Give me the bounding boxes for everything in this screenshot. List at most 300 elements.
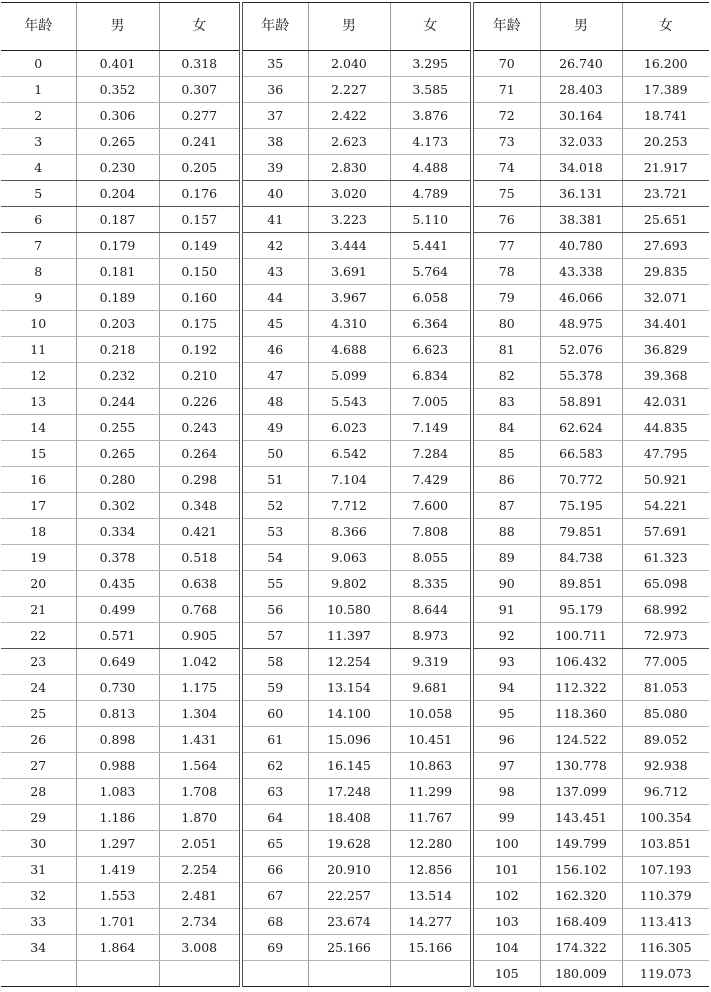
- cell-male-rate: 84.738: [540, 545, 622, 571]
- cell-age: 79: [472, 285, 540, 311]
- cell-age: 28: [1, 779, 76, 805]
- cell-female-rate: 3.008: [159, 935, 241, 961]
- table-row: [1, 961, 709, 987]
- cell-female-rate: 8.335: [390, 571, 472, 597]
- cell-female-rate: 6.623: [390, 337, 472, 363]
- cell-age: 55: [241, 571, 308, 597]
- cell-age: 32: [1, 883, 76, 909]
- cell-female-rate: 7.284: [390, 441, 472, 467]
- cell-female-rate: 6.834: [390, 363, 472, 389]
- cell-age: 73: [472, 129, 540, 155]
- cell-female-rate: 0.638: [159, 571, 241, 597]
- cell-female-rate: 11.299: [390, 779, 472, 805]
- cell-male-rate: 12.254: [308, 649, 390, 675]
- cell-male-rate: 10.580: [308, 597, 390, 623]
- cell-age: 25: [1, 701, 76, 727]
- cell-female-rate: 47.795: [622, 441, 709, 467]
- cell-female-rate: 110.379: [622, 883, 709, 909]
- cell-female-rate: 7.808: [390, 519, 472, 545]
- cell-female-rate: 0.149: [159, 233, 241, 259]
- cell-male-rate: 174.322: [540, 935, 622, 961]
- cell-male-rate: 0.244: [76, 389, 159, 415]
- cell-female-rate: 7.600: [390, 493, 472, 519]
- cell-female-rate: 15.166: [390, 935, 472, 961]
- table-row: [1, 311, 709, 337]
- cell-female-rate: 44.835: [622, 415, 709, 441]
- cell-female-rate: 1.870: [159, 805, 241, 831]
- cell-age: 100: [472, 831, 540, 857]
- cell-male-rate: 0.352: [76, 77, 159, 103]
- cell-female-rate: 54.221: [622, 493, 709, 519]
- cell-female-rate: 0.264: [159, 441, 241, 467]
- cell-female-rate: 0.210: [159, 363, 241, 389]
- table-row: [1, 155, 709, 181]
- cell-female-rate: 16.200: [622, 51, 709, 77]
- cell-male-rate: 20.910: [308, 857, 390, 883]
- cell-female-rate: 3.585: [390, 77, 472, 103]
- cell-male-rate: 3.444: [308, 233, 390, 259]
- cell-female-rate: 4.173: [390, 129, 472, 155]
- cell-age: 86: [472, 467, 540, 493]
- cell-male-rate: 0.203: [76, 311, 159, 337]
- cell-age: 74: [472, 155, 540, 181]
- cell-age: 104: [472, 935, 540, 961]
- cell-age: 60: [241, 701, 308, 727]
- table-row: [1, 285, 709, 311]
- cell-male-rate: 156.102: [540, 857, 622, 883]
- cell-male-rate: 34.018: [540, 155, 622, 181]
- table-row: [1, 857, 709, 883]
- cell-age: 37: [241, 103, 308, 129]
- cell-male-rate: 1.186: [76, 805, 159, 831]
- cell-age: 70: [472, 51, 540, 77]
- cell-female-rate: 100.354: [622, 805, 709, 831]
- cell-age: 45: [241, 311, 308, 337]
- cell-age: [1, 961, 76, 987]
- cell-female-rate: 39.368: [622, 363, 709, 389]
- cell-age: 54: [241, 545, 308, 571]
- cell-age: 92: [472, 623, 540, 649]
- cell-male-rate: 2.422: [308, 103, 390, 129]
- cell-male-rate: 40.780: [540, 233, 622, 259]
- cell-male-rate: 9.063: [308, 545, 390, 571]
- cell-age: 13: [1, 389, 76, 415]
- cell-female-rate: 0.518: [159, 545, 241, 571]
- cell-female-rate: 0.150: [159, 259, 241, 285]
- cell-age: 20: [1, 571, 76, 597]
- cell-female-rate: 10.863: [390, 753, 472, 779]
- cell-female-rate: 89.052: [622, 727, 709, 753]
- cell-female-rate: 4.488: [390, 155, 472, 181]
- cell-female-rate: 4.789: [390, 181, 472, 207]
- table-body: [1, 51, 709, 987]
- cell-age: 62: [241, 753, 308, 779]
- cell-male-rate: 118.360: [540, 701, 622, 727]
- cell-female-rate: 0.192: [159, 337, 241, 363]
- cell-female-rate: 34.401: [622, 311, 709, 337]
- cell-age: 96: [472, 727, 540, 753]
- cell-male-rate: 2.227: [308, 77, 390, 103]
- cell-female-rate: 18.741: [622, 103, 709, 129]
- cell-male-rate: 70.772: [540, 467, 622, 493]
- cell-age: 61: [241, 727, 308, 753]
- cell-male-rate: 1.297: [76, 831, 159, 857]
- cell-male-rate: 95.179: [540, 597, 622, 623]
- cell-male-rate: 62.624: [540, 415, 622, 441]
- cell-age: 65: [241, 831, 308, 857]
- cell-female-rate: 12.856: [390, 857, 472, 883]
- cell-female-rate: 119.073: [622, 961, 709, 987]
- cell-male-rate: 5.099: [308, 363, 390, 389]
- table-row: [1, 597, 709, 623]
- cell-female-rate: 0.157: [159, 207, 241, 233]
- cell-male-rate: 52.076: [540, 337, 622, 363]
- cell-age: 58: [241, 649, 308, 675]
- header-male: 男: [540, 3, 622, 51]
- cell-age: 48: [241, 389, 308, 415]
- table-row: [1, 259, 709, 285]
- table-row: [1, 389, 709, 415]
- cell-age: 38: [241, 129, 308, 155]
- cell-age: 34: [1, 935, 76, 961]
- cell-male-rate: 48.975: [540, 311, 622, 337]
- cell-female-rate: 0.226: [159, 389, 241, 415]
- cell-female-rate: 2.051: [159, 831, 241, 857]
- cell-female-rate: 0.768: [159, 597, 241, 623]
- cell-male-rate: 0.730: [76, 675, 159, 701]
- cell-female-rate: 8.973: [390, 623, 472, 649]
- table-row: [1, 805, 709, 831]
- cell-male-rate: 168.409: [540, 909, 622, 935]
- cell-male-rate: 1.701: [76, 909, 159, 935]
- cell-male-rate: 3.691: [308, 259, 390, 285]
- cell-male-rate: 43.338: [540, 259, 622, 285]
- cell-age: 75: [472, 181, 540, 207]
- cell-female-rate: 0.205: [159, 155, 241, 181]
- cell-age: 80: [472, 311, 540, 337]
- cell-female-rate: 5.764: [390, 259, 472, 285]
- cell-female-rate: 0.160: [159, 285, 241, 311]
- cell-female-rate: 7.005: [390, 389, 472, 415]
- table-row: [1, 831, 709, 857]
- cell-age: 11: [1, 337, 76, 363]
- table-row: [1, 103, 709, 129]
- cell-age: 51: [241, 467, 308, 493]
- cell-female-rate: 27.693: [622, 233, 709, 259]
- cell-female-rate: 77.005: [622, 649, 709, 675]
- cell-age: 89: [472, 545, 540, 571]
- cell-age: 77: [472, 233, 540, 259]
- cell-age: 81: [472, 337, 540, 363]
- cell-male-rate: 89.851: [540, 571, 622, 597]
- cell-male-rate: 1.553: [76, 883, 159, 909]
- cell-age: 66: [241, 857, 308, 883]
- cell-male-rate: 0.255: [76, 415, 159, 441]
- cell-male-rate: 3.020: [308, 181, 390, 207]
- cell-female-rate: 8.644: [390, 597, 472, 623]
- cell-age: 84: [472, 415, 540, 441]
- cell-male-rate: 0.302: [76, 493, 159, 519]
- cell-male-rate: 106.432: [540, 649, 622, 675]
- table-row: [1, 207, 709, 233]
- cell-female-rate: 9.319: [390, 649, 472, 675]
- cell-age: 105: [472, 961, 540, 987]
- table-row: [1, 415, 709, 441]
- table-row: [1, 727, 709, 753]
- table-header-row: [1, 3, 709, 51]
- cell-age: 68: [241, 909, 308, 935]
- cell-male-rate: 55.378: [540, 363, 622, 389]
- cell-age: 43: [241, 259, 308, 285]
- cell-age: 31: [1, 857, 76, 883]
- cell-male-rate: 0.813: [76, 701, 159, 727]
- cell-female-rate: 103.851: [622, 831, 709, 857]
- cell-age: 87: [472, 493, 540, 519]
- cell-female-rate: 0.905: [159, 623, 241, 649]
- cell-age: 52: [241, 493, 308, 519]
- cell-age: 53: [241, 519, 308, 545]
- cell-age: 91: [472, 597, 540, 623]
- cell-male-rate: 130.778: [540, 753, 622, 779]
- header-age: 年龄: [472, 3, 540, 51]
- cell-male-rate: 32.033: [540, 129, 622, 155]
- cell-male-rate: 124.522: [540, 727, 622, 753]
- cell-age: 64: [241, 805, 308, 831]
- table-row: [1, 623, 709, 649]
- cell-male-rate: 0.179: [76, 233, 159, 259]
- cell-male-rate: 17.248: [308, 779, 390, 805]
- table-row: [1, 675, 709, 701]
- cell-female-rate: 96.712: [622, 779, 709, 805]
- cell-age: 71: [472, 77, 540, 103]
- cell-male-rate: 180.009: [540, 961, 622, 987]
- cell-female-rate: 0.243: [159, 415, 241, 441]
- cell-female-rate: 1.708: [159, 779, 241, 805]
- cell-male-rate: 79.851: [540, 519, 622, 545]
- table-row: [1, 493, 709, 519]
- header-female: 女: [622, 3, 709, 51]
- cell-age: 44: [241, 285, 308, 311]
- cell-female-rate: 0.175: [159, 311, 241, 337]
- cell-male-rate: 75.195: [540, 493, 622, 519]
- table-row: [1, 77, 709, 103]
- cell-female-rate: 10.451: [390, 727, 472, 753]
- cell-female-rate: 0.307: [159, 77, 241, 103]
- cell-male-rate: 2.040: [308, 51, 390, 77]
- cell-female-rate: 20.253: [622, 129, 709, 155]
- header-male: 男: [308, 3, 390, 51]
- cell-age: 16: [1, 467, 76, 493]
- cell-age: 6: [1, 207, 76, 233]
- cell-age: 2: [1, 103, 76, 129]
- cell-age: 0: [1, 51, 76, 77]
- header-age: 年龄: [1, 3, 76, 51]
- cell-male-rate: 0.265: [76, 129, 159, 155]
- cell-female-rate: 72.973: [622, 623, 709, 649]
- cell-male-rate: 143.451: [540, 805, 622, 831]
- cell-age: 98: [472, 779, 540, 805]
- table-row: [1, 753, 709, 779]
- cell-female-rate: 1.175: [159, 675, 241, 701]
- cell-male-rate: 7.712: [308, 493, 390, 519]
- cell-male-rate: 1.864: [76, 935, 159, 961]
- cell-male-rate: 38.381: [540, 207, 622, 233]
- cell-male-rate: 0.187: [76, 207, 159, 233]
- cell-male-rate: 58.891: [540, 389, 622, 415]
- cell-age: [241, 961, 308, 987]
- cell-male-rate: 13.154: [308, 675, 390, 701]
- cell-female-rate: 81.053: [622, 675, 709, 701]
- table-row: [1, 701, 709, 727]
- cell-age: 69: [241, 935, 308, 961]
- cell-female-rate: 6.364: [390, 311, 472, 337]
- table-row: [1, 337, 709, 363]
- cell-female-rate: 1.564: [159, 753, 241, 779]
- cell-female-rate: 23.721: [622, 181, 709, 207]
- cell-male-rate: 5.543: [308, 389, 390, 415]
- cell-male-rate: 4.310: [308, 311, 390, 337]
- cell-age: 9: [1, 285, 76, 311]
- cell-male-rate: 28.403: [540, 77, 622, 103]
- cell-male-rate: 66.583: [540, 441, 622, 467]
- cell-age: 33: [1, 909, 76, 935]
- table-row: [1, 519, 709, 545]
- cell-age: 12: [1, 363, 76, 389]
- cell-female-rate: 0.277: [159, 103, 241, 129]
- cell-age: 63: [241, 779, 308, 805]
- cell-male-rate: 0.265: [76, 441, 159, 467]
- cell-female-rate: 7.149: [390, 415, 472, 441]
- cell-male-rate: 0.435: [76, 571, 159, 597]
- cell-female-rate: 1.431: [159, 727, 241, 753]
- cell-male-rate: 0.649: [76, 649, 159, 675]
- cell-age: 95: [472, 701, 540, 727]
- cell-male-rate: 0.189: [76, 285, 159, 311]
- cell-female-rate: 0.241: [159, 129, 241, 155]
- cell-age: 103: [472, 909, 540, 935]
- cell-female-rate: 9.681: [390, 675, 472, 701]
- cell-male-rate: 0.401: [76, 51, 159, 77]
- cell-age: 8: [1, 259, 76, 285]
- cell-female-rate: 116.305: [622, 935, 709, 961]
- cell-female-rate: 1.042: [159, 649, 241, 675]
- cell-male-rate: 15.096: [308, 727, 390, 753]
- table-row: [1, 129, 709, 155]
- cell-female-rate: 107.193: [622, 857, 709, 883]
- cell-male-rate: 0.230: [76, 155, 159, 181]
- cell-age: 90: [472, 571, 540, 597]
- cell-age: 26: [1, 727, 76, 753]
- cell-male-rate: 6.023: [308, 415, 390, 441]
- cell-male-rate: 2.623: [308, 129, 390, 155]
- cell-male-rate: 0.378: [76, 545, 159, 571]
- cell-female-rate: 21.917: [622, 155, 709, 181]
- cell-female-rate: 10.058: [390, 701, 472, 727]
- cell-female-rate: 17.389: [622, 77, 709, 103]
- cell-male-rate: 0.898: [76, 727, 159, 753]
- cell-male-rate: 22.257: [308, 883, 390, 909]
- cell-age: 10: [1, 311, 76, 337]
- cell-female-rate: 92.938: [622, 753, 709, 779]
- header-female: 女: [159, 3, 241, 51]
- cell-age: 88: [472, 519, 540, 545]
- header-female: 女: [390, 3, 472, 51]
- cell-female-rate: 50.921: [622, 467, 709, 493]
- cell-age: 3: [1, 129, 76, 155]
- header-age: 年龄: [241, 3, 308, 51]
- cell-male-rate: 4.688: [308, 337, 390, 363]
- cell-age: 99: [472, 805, 540, 831]
- cell-female-rate: 85.080: [622, 701, 709, 727]
- table-row: [1, 441, 709, 467]
- cell-age: 102: [472, 883, 540, 909]
- cell-age: 24: [1, 675, 76, 701]
- table-row: [1, 467, 709, 493]
- table-row: [1, 935, 709, 961]
- cell-male-rate: 3.967: [308, 285, 390, 311]
- cell-female-rate: 0.421: [159, 519, 241, 545]
- cell-female-rate: 13.514: [390, 883, 472, 909]
- cell-female-rate: 11.767: [390, 805, 472, 831]
- cell-female-rate: 7.429: [390, 467, 472, 493]
- cell-age: 57: [241, 623, 308, 649]
- cell-age: 27: [1, 753, 76, 779]
- cell-age: 72: [472, 103, 540, 129]
- cell-male-rate: 0.499: [76, 597, 159, 623]
- cell-age: 93: [472, 649, 540, 675]
- cell-age: 5: [1, 181, 76, 207]
- cell-male-rate: 2.830: [308, 155, 390, 181]
- cell-male-rate: 0.204: [76, 181, 159, 207]
- cell-male-rate: 7.104: [308, 467, 390, 493]
- table-row: [1, 779, 709, 805]
- header-male: 男: [76, 3, 159, 51]
- cell-male-rate: 0.571: [76, 623, 159, 649]
- cell-female-rate: 8.055: [390, 545, 472, 571]
- cell-age: 15: [1, 441, 76, 467]
- cell-male-rate: 14.100: [308, 701, 390, 727]
- cell-age: 101: [472, 857, 540, 883]
- cell-male-rate: 162.320: [540, 883, 622, 909]
- cell-male-rate: 1.419: [76, 857, 159, 883]
- cell-age: 23: [1, 649, 76, 675]
- cell-female-rate: 29.835: [622, 259, 709, 285]
- cell-male-rate: 100.711: [540, 623, 622, 649]
- table-row: [1, 545, 709, 571]
- cell-female-rate: 68.992: [622, 597, 709, 623]
- cell-male-rate: 19.628: [308, 831, 390, 857]
- table-row: [1, 51, 709, 77]
- cell-age: 39: [241, 155, 308, 181]
- table-row: [1, 233, 709, 259]
- cell-female-rate: 1.304: [159, 701, 241, 727]
- cell-male-rate: 0.306: [76, 103, 159, 129]
- cell-female-rate: 0.176: [159, 181, 241, 207]
- cell-age: 14: [1, 415, 76, 441]
- cell-female-rate: 32.071: [622, 285, 709, 311]
- cell-age: 94: [472, 675, 540, 701]
- cell-female-rate: 61.323: [622, 545, 709, 571]
- cell-age: 78: [472, 259, 540, 285]
- cell-age: 42: [241, 233, 308, 259]
- cell-male-rate: [308, 961, 390, 987]
- cell-age: 50: [241, 441, 308, 467]
- cell-female-rate: [390, 961, 472, 987]
- cell-age: 30: [1, 831, 76, 857]
- cell-female-rate: 2.481: [159, 883, 241, 909]
- cell-male-rate: 36.131: [540, 181, 622, 207]
- cell-male-rate: 0.988: [76, 753, 159, 779]
